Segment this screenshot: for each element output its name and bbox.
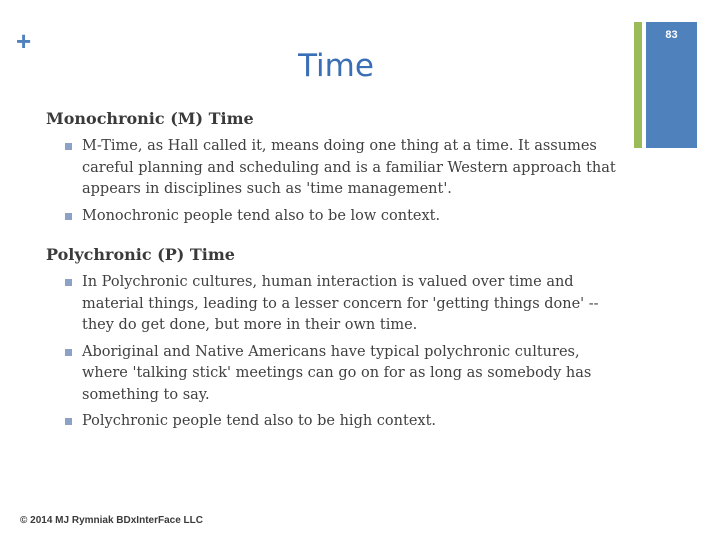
list-item-text: Polychronic people tend also to be high context. (82, 413, 437, 429)
square-bullet-icon (65, 349, 72, 356)
section-monochronic (46, 108, 616, 227)
list-item (46, 206, 616, 228)
plus-icon: + (16, 26, 32, 56)
slide-content (46, 108, 616, 438)
list-item-text: Aboriginal and Native Americans have typical polychronic cultures, where 'talking stick' meetings can go on for as long as somebody has something to say. (82, 343, 592, 403)
bullet-list (46, 272, 616, 433)
slide-title: Time (298, 48, 374, 84)
square-bullet-icon (65, 213, 72, 220)
list-item-text: Monochronic people tend also to be low context. (82, 207, 441, 224)
green-accent-bar (634, 22, 642, 148)
square-bullet-icon (65, 418, 72, 425)
list-item (46, 272, 616, 337)
section-heading: Monochronic (M) Time (46, 109, 254, 128)
list-item-text: M-Time, as Hall called it, means doing one thing at a time. It assumes careful planning and scheduling and is a familiar Western approach that appears in disciplines such as 'time management'. (82, 138, 616, 197)
square-bullet-icon (65, 143, 72, 150)
square-bullet-icon (65, 279, 72, 286)
section-heading: Polychronic (P) Time (46, 245, 235, 264)
copyright-footer: © 2014 MJ Rymniak BDxInterFace LLC (20, 515, 203, 526)
list-item-text: In Polychronic cultures, human interaction is valued over time and material things, leading to a lesser concern for 'getting things done' -- they do get done, but more in their own time. (82, 274, 599, 333)
list-item (46, 136, 616, 201)
bullet-list (46, 136, 616, 227)
page-number: 83 (665, 29, 678, 41)
section-polychronic (46, 244, 616, 433)
list-item (46, 342, 616, 407)
list-item (46, 411, 616, 433)
